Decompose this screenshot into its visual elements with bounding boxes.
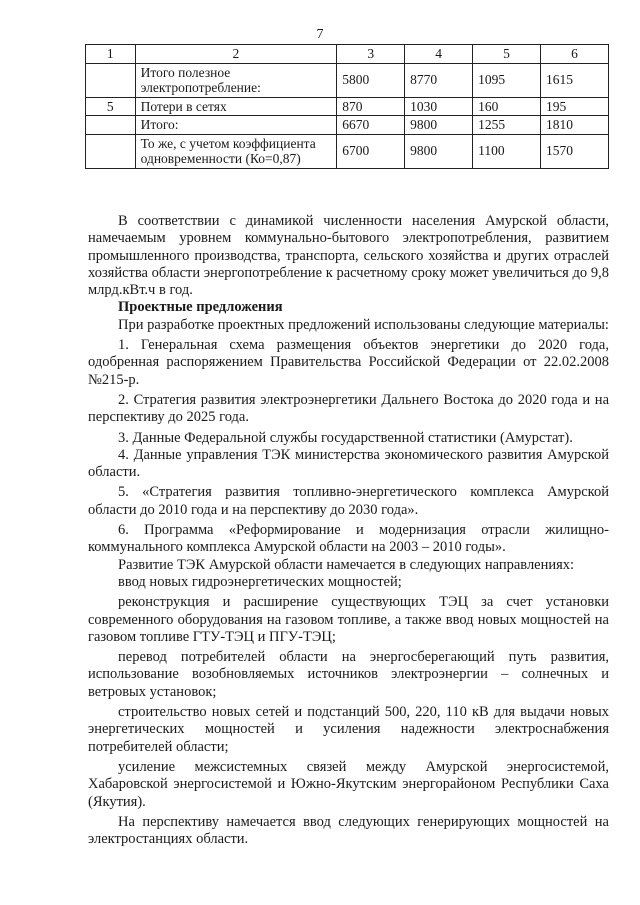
closing-paragraph: На перспективу намечается ввод следующих генерирующих мощностей на электростанциях области. — [88, 813, 609, 848]
intro-paragraph: В соответствии с динамикой численности населения Амурской области, намечаемым уровнем коммунально-бытового электропотребления, развитием промышленного производства, транспорта, сельского хозяйства и других отраслей хозяйства области энергопотребление к расчетному сроку может увеличиться до 9,8 млрд.кВт.ч в год. — [88, 213, 609, 299]
table-cell-label: Потери в сетях — [135, 97, 337, 116]
materials-item: 6. Программа «Реформирование и модернизация отрасли жилищно-коммунального комплекса Амурской области на 2003 – 2010 годы». — [88, 522, 609, 556]
table-row — [86, 134, 609, 168]
table-cell-label: Итого: — [135, 116, 337, 135]
table-row — [86, 116, 609, 135]
table-cell-value: 5800 — [337, 63, 405, 97]
direction-item: ввод новых гидроэнергетических мощностей; — [118, 573, 402, 590]
table-cell-value: 9800 — [405, 134, 473, 168]
table-cell-value: 9800 — [405, 116, 473, 135]
table-cell-value: 870 — [337, 97, 405, 116]
table-cell-value: 6700 — [337, 134, 405, 168]
direction-item: перевод потребителей области на энергосберегающий путь развития, использование возобновляемых источников электроэнергии – солнечных и ветровых установок; — [88, 649, 609, 700]
materials-lead: При разработке проектных предложений использованы следующие материалы: — [118, 316, 609, 333]
table-cell-value: 8770 — [405, 63, 473, 97]
table-cell-value: 1100 — [473, 134, 541, 168]
materials-item: 5. «Стратегия развития топливно-энергетического комплекса Амурской области до 2010 года и на перспективу до 2030 года». — [88, 484, 609, 518]
table-cell-value: 160 — [473, 97, 541, 116]
materials-item: 4. Данные управления ТЭК министерства экономического развития Амурской области. — [88, 446, 609, 481]
direction-item: реконструкция и расширение существующих ТЭЦ за счет установки современного оборудования на газовом топливе, а также ввод новых мощностей на газовом топливе ГТУ-ТЭЦ и ПГУ-ТЭЦ; — [88, 594, 609, 645]
table-header-cell: 1 — [86, 45, 136, 64]
table-cell-value: 1030 — [405, 97, 473, 116]
document-body — [88, 213, 609, 848]
table-cell-value: 1615 — [541, 63, 609, 97]
table-header-cell: 2 — [135, 45, 337, 64]
table-cell-value: 1095 — [473, 63, 541, 97]
table-header-row — [86, 45, 609, 64]
directions-lead: Развитие ТЭК Амурской области намечается в следующих направлениях: — [118, 556, 575, 573]
table-cell-label: То же, с учетом коэффициента одновременности (Ко=0,87) — [135, 134, 337, 168]
table-cell-value: 195 — [541, 97, 609, 116]
table-header-cell: 3 — [337, 45, 405, 64]
direction-item: усиление межсистемных связей между Амурской энергосистемой, Хабаровской энергосистемой и Южно-Якутским энергорайоном Республики Саха (Якутия). — [88, 758, 609, 810]
page-number: 7 — [316, 27, 324, 42]
section-heading: Проектные предложения — [118, 299, 283, 316]
energy-consumption-table — [85, 44, 609, 169]
table-header-cell: 6 — [541, 45, 609, 64]
table-cell-num — [86, 116, 136, 135]
table-cell-label: Итого полезное электропотребление: — [135, 63, 337, 97]
table-cell-value: 1255 — [473, 116, 541, 135]
table-header-cell: 5 — [473, 45, 541, 64]
table-row — [86, 63, 609, 97]
table-header-cell: 4 — [405, 45, 473, 64]
materials-item: 2. Стратегия развития электроэнергетики Дальнего Востока до 2020 года и на перспективу до 2025 года. — [88, 391, 609, 426]
direction-item: строительство новых сетей и подстанций 500, 220, 110 кВ для выдачи новых энергетических мощностей и усиления надежности электроснабжения потребителей области; — [88, 704, 609, 755]
table-cell-value: 1810 — [541, 116, 609, 135]
table-cell-num — [86, 63, 136, 97]
table-cell-num: 5 — [86, 97, 136, 116]
materials-item: 3. Данные Федеральной службы государственной статистики (Амурстат). — [118, 429, 573, 446]
materials-item: 1. Генеральная схема размещения объектов энергетики до 2020 года, одобренная распоряжением Правительства Российской Федерации от 22.02.2008 №215-р. — [88, 337, 609, 388]
table-cell-value: 1570 — [541, 134, 609, 168]
table-cell-num — [86, 134, 136, 168]
table-row — [86, 97, 609, 116]
table-cell-value: 6670 — [337, 116, 405, 135]
